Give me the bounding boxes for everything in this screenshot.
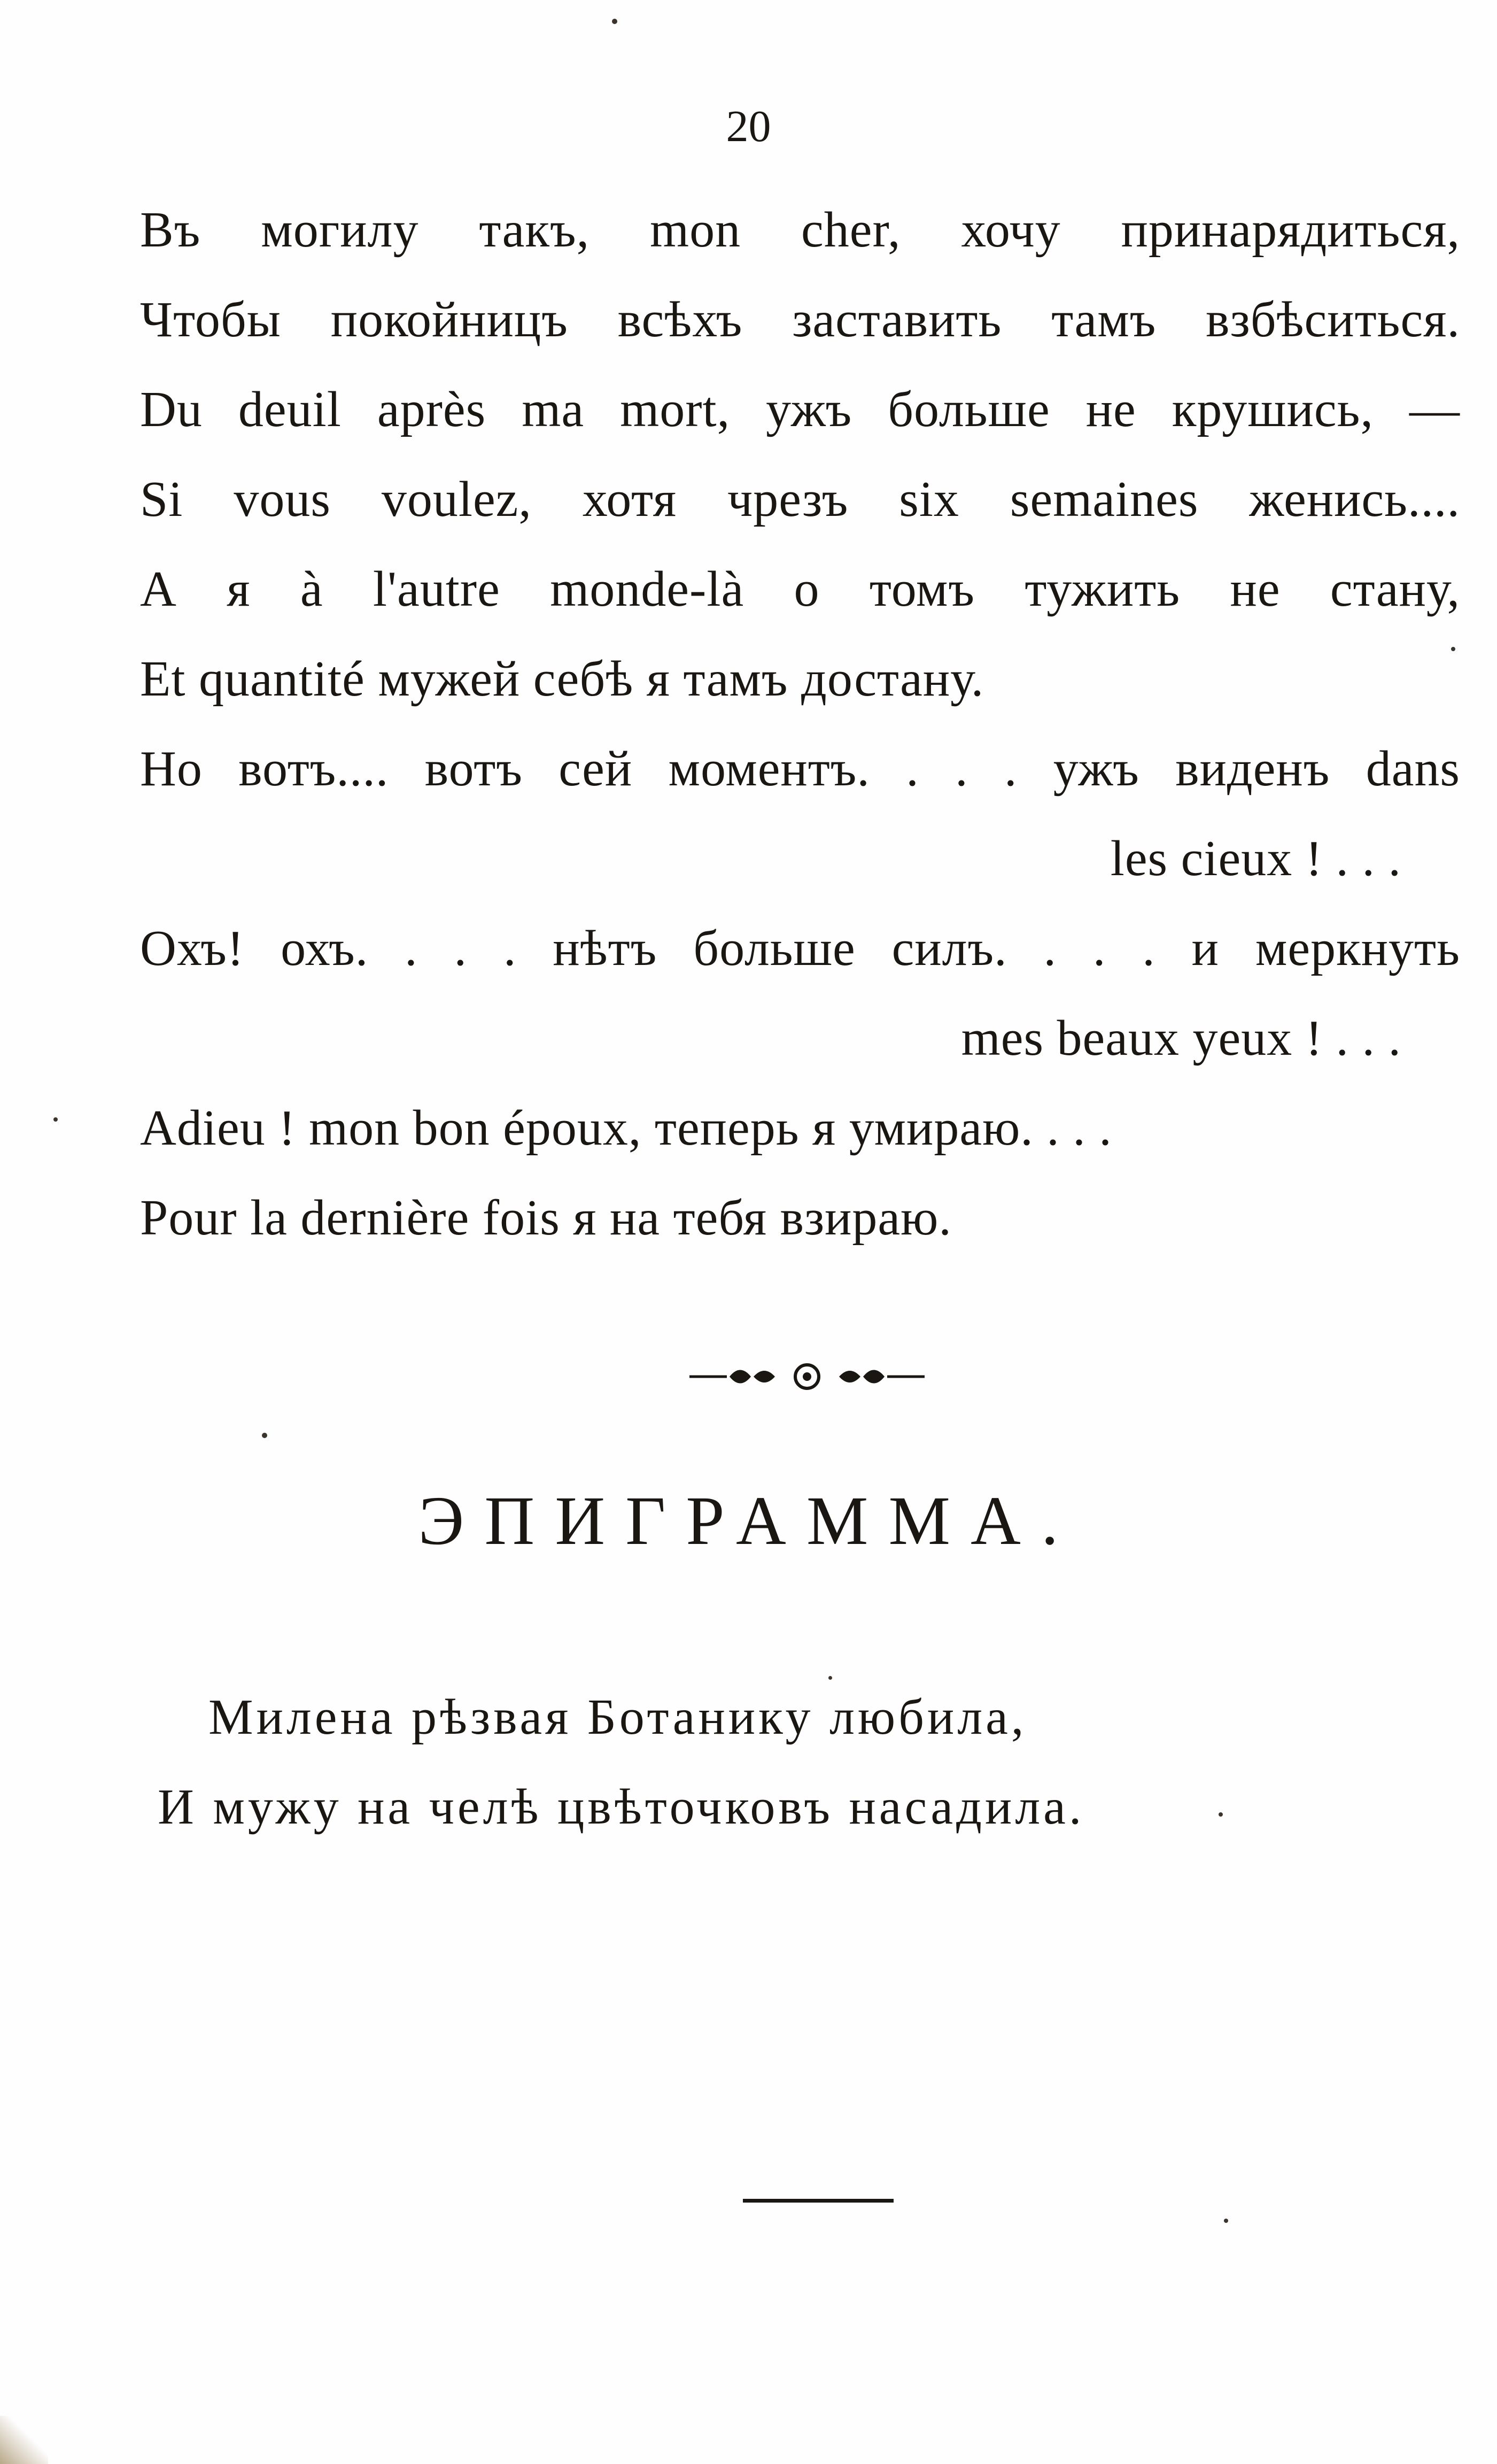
epigram-line: И мужу на челѣ цвѣточковъ насадила. [158,1779,1085,1835]
poem-line: Но вотъ.... вотъ сей моментъ. . . . ужъ виденъ dans [140,741,1460,797]
poem-block [140,202,1460,1283]
paper-speck [53,1117,58,1122]
poem-line: А я à l'autre monde-là о томъ тужить не стану, [140,561,1460,617]
paper-speck [1219,1812,1223,1817]
epigram-line: Милена рѣзвая Ботанику любила, [208,1689,1027,1745]
end-rule [743,2199,894,2203]
poem-line: Въ могилу такъ, mon cher, хочу принарядиться, [140,202,1460,258]
ornament-divider-icon [689,1361,925,1393]
epigram-block [158,1689,1085,1872]
paper-speck [262,1433,267,1438]
poem-line: Si vous voulez, хотя чрезъ six semaines женись.... [140,472,1460,527]
poem-line: Pour la dernière fois я на тебя взираю. [140,1190,952,1246]
paper-speck [1451,647,1455,651]
page-number: 20 [726,102,771,151]
poem-line: Adieu ! mon bon époux, теперь я умираю. . . . [140,1100,1112,1156]
poem-line: Et quantité мужей себѣ я тамъ достану. [140,651,984,707]
paper-speck [1224,2219,1228,2223]
page-edge-shadow [0,2416,48,2464]
paper-speck [612,19,617,24]
poem-line-continuation: les cieux ! . . . [1110,831,1401,886]
paper-speck [828,1676,832,1680]
section-title: ЭПИГРАММА. [418,1482,1079,1559]
poem-line-continuation: mes beaux yeux ! . . . [961,1010,1401,1066]
poem-line: Du deuil après ma mort, ужъ больше не крушись, — [140,382,1460,437]
poem-line: Охъ! охъ. . . . нѣтъ больше силъ. . . . и меркнуть [140,921,1460,976]
poem-line: Чтобы покойницъ всѣхъ заставить тамъ взбѣситься. [140,292,1460,347]
